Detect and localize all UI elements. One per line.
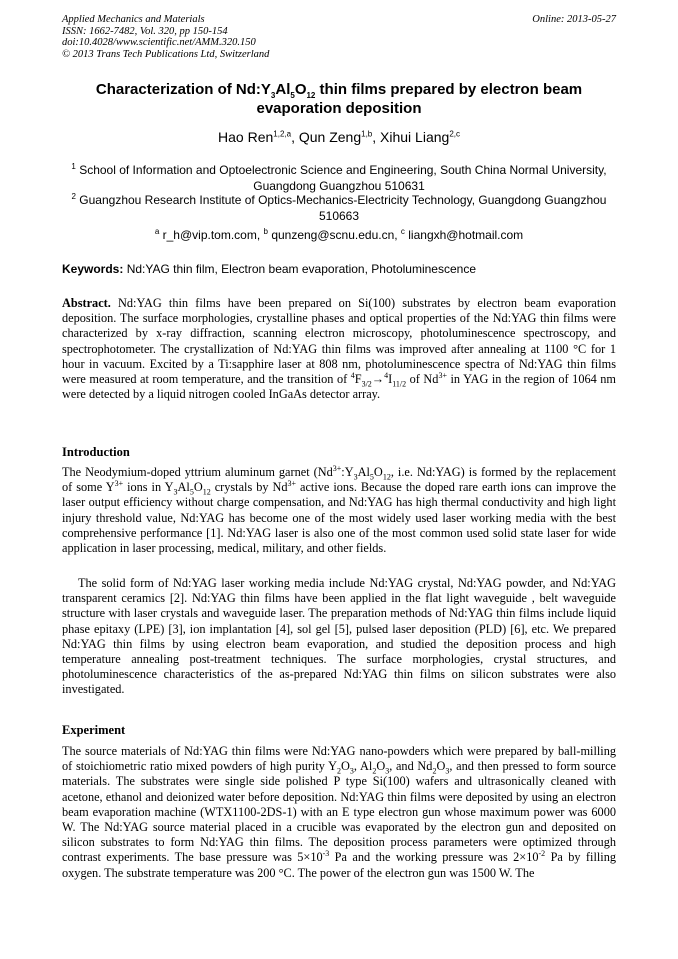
- section-heading-introduction: Introduction: [62, 445, 130, 459]
- affiliation-1: $^1$ School of Information and Optoelectronic Science and Engineering, South China Normal University, Guangdong Guangzhou 510631: [71, 162, 607, 193]
- email-line: $^a$ r_h@vip.tom.com, $^b$ qunzeng@scnu.edu.cn, $^c$ liangxh@hotmail.com: [154, 227, 524, 242]
- author-name: Qun Zeng: [298, 129, 362, 145]
- experiment-paragraph: The source materials of Nd:YAG thin films were Nd:YAG nano-powders which were prepared by ball-milling of stoichiometric ratio mixed powders of high purity $Y_2O_3$, $Al_2O_3$, and $Nd_2O_3$, and then pressed to form source materials. The substrates were single side polished P type Si(100) wafers and ultrasonically cleaned with acetone, ethanol and deionized water before deposition. Nd:YAG thin films were deposited by using an electron beam evaporation machine (WTX1100-2DS-1) with an E type electron gun whose maximum power was 6000 W. The Nd:YAG source material placed in a crucible was evaporated by the electron gun and deposited on silicon substrates to form Nd:YAG thin films. The deposition process parameters were optimized through contrast experiments. The base pressure was $5\times 10^{-3}$ Pa and the working pressure was $2\times 10^{-2}$ Pa by filling oxygen. The substrate temperature was 200 °C. The power of the electron gun was 1500 W. The: [62, 744, 616, 880]
- online-date: Online: 2013-05-27: [532, 14, 616, 25]
- section-heading-experiment: Experiment: [62, 723, 126, 737]
- journal-header: [62, 14, 616, 60]
- abstract-label: Abstract.: [62, 296, 111, 310]
- author-name: Xihui Liang: [380, 129, 450, 145]
- author-name: Hao Ren: [218, 129, 274, 145]
- affiliation-2: $^2$ Guangzhou Research Institute of Optics-Mechanics-Electricity Technology, Guangdong Guangzhou 510663: [71, 192, 607, 223]
- keywords-label: Keywords:: [62, 262, 124, 276]
- doi-line: doi:10.4028/www.scientific.net/AMM.320.150: [62, 37, 256, 49]
- copyright-line: © 2013 Trans Tech Publications Ltd, Switzerland: [62, 48, 270, 60]
- journal-name: Applied Mechanics and Materials: [62, 14, 205, 25]
- abstract: Abstract. Nd:YAG thin films have been prepared on Si(100) substrates by electron beam evaporation deposition. The surface morphologies, crystalline phases and optical properties of the Nd:YAG thin films were characterized by x-ray diffraction, scanning electron microscopy, photoluminescence spectroscopy, and spectrophotometer. The crystallization of Nd:YAG thin films was improved after annealing at 1100 °C for 1 hour in vacuum. Excited by a Ti:sapphire laser at 808 nm, photoluminescence spectra of Nd:YAG thin films were measured at room temperature, and the transition of $^4F_{3/2}\to^4I_{11/2}$ of $Nd^{3+}$ in YAG in the region of 1064 nm were detected by a liquid nitrogen cooled InGaAs detector array.: [62, 296, 616, 402]
- paper-title: Characterization of $Nd:Y_3Al_5O_{12}$ thin films prepared by electron beam evaporation deposition: [95, 81, 583, 117]
- introduction-paragraph-2: The solid form of Nd:YAG laser working media include Nd:YAG crystal, Nd:YAG powder, and Nd:YAG transparent ceramics [2]. Nd:YAG thin films have been applied in the flat light waveguide , belt waveguide structure with laser crystals and waveguide laser. The preparation methods of Nd:YAG thin films include liquid phase epitaxy (LPE) [3], ion implantation [4], sol gel [5], pulsed laser deposition (PLD) [6], etc. We prepared Nd:YAG thin films by using electron beam evaporation, and studied the deposition process and high temperature annealing post-treatment techniques. The surface morphologies, crystal structures, and photoluminescence characteristics of the as-prepared Nd:YAG thin films on silicon substrates were also investigated.: [62, 576, 616, 697]
- keywords: [62, 262, 616, 277]
- author-list: Hao Ren$^{1,2,a}$, Qun Zeng$^{1,b}$, Xihui Liang$^{2,c}$: [218, 129, 460, 145]
- keywords-text: Nd:YAG thin film, Electron beam evaporation, Photoluminescence: [126, 262, 476, 276]
- issn-line: ISSN: 1662-7482, Vol. 320, pp 150-154: [62, 25, 228, 37]
- introduction-paragraph-1: The Neodymium-doped yttrium aluminum garnet ($Nd^{3+}:Y_3Al_5O_{12}$, i.e. Nd:YAG) is formed by the replacement of some $Y^{3+}$ ions in $Y_3Al_5O_{12}$ crystals by $Nd^{3+}$ active ions. Because the doped rare earth ions can improve the laser output efficiency without charge compensation, and Nd:YAG has high thermal conductivity and high light injury threshold value, Nd:YAG has become one of the most widely used laser working media with the best comprehensive performance [1]. Nd:YAG laser is also one of the most common used solid state laser for wide application in laser processing, medical, military, and other fields.: [62, 463, 616, 556]
